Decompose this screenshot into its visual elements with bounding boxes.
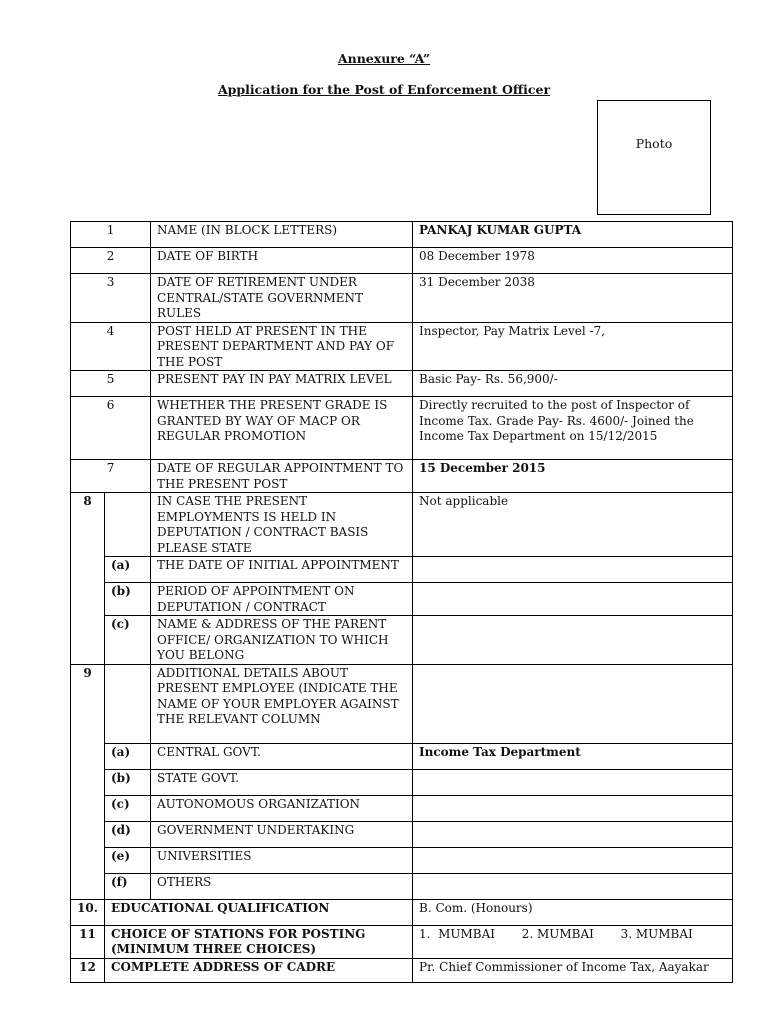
row-label: NAME & ADDRESS OF THE PARENT OFFICE/ ORGANIZATION TO WHICH YOU BELONG	[151, 616, 413, 665]
table-row	[71, 743, 733, 769]
row-value: 08 December 1978	[413, 248, 733, 274]
table-row	[71, 847, 733, 873]
row-label: STATE GOVT.	[151, 769, 413, 795]
row-value: Inspector, Pay Matrix Level -7,	[413, 322, 733, 371]
row-number: 9	[71, 664, 105, 899]
row-number: 6	[71, 397, 151, 460]
row-number: 3	[71, 274, 151, 323]
table-row	[71, 222, 733, 248]
row-value	[413, 847, 733, 873]
sub-number: (a)	[105, 557, 151, 583]
sub-number	[105, 493, 151, 557]
row-number: 10.	[71, 899, 105, 925]
table-row	[71, 821, 733, 847]
table-row	[71, 274, 733, 323]
row-label: WHETHER THE PRESENT GRADE IS GRANTED BY WAY OF MACP OR REGULAR PROMOTION	[151, 397, 413, 460]
table-row	[71, 795, 733, 821]
row-number: 8	[71, 493, 105, 665]
row-value	[413, 583, 733, 616]
table-row	[71, 925, 733, 958]
sub-number: (c)	[105, 795, 151, 821]
row-number: 11	[71, 925, 105, 958]
row-value: 31 December 2038	[413, 274, 733, 323]
row-label: COMPLETE ADDRESS OF CADRE	[105, 958, 413, 982]
table-row	[71, 583, 733, 616]
sub-number: (b)	[105, 769, 151, 795]
table-row	[71, 322, 733, 371]
sub-number: (f)	[105, 873, 151, 899]
appointment-date: 15 December 2015	[419, 461, 546, 475]
row-value	[413, 743, 733, 769]
table-row	[71, 958, 733, 982]
row-value	[413, 222, 733, 248]
row-value	[413, 769, 733, 795]
row-label: GOVERNMENT UNDERTAKING	[151, 821, 413, 847]
sub-number: (a)	[105, 743, 151, 769]
row-number: 7	[71, 460, 151, 493]
row-label: OTHERS	[151, 873, 413, 899]
row-value: B. Com. (Honours)	[413, 899, 733, 925]
row-value: 1. MUMBAI 2. MUMBAI 3. MUMBAI	[413, 925, 733, 958]
row-label: UNIVERSITIES	[151, 847, 413, 873]
table-row	[71, 664, 733, 743]
row-value: Pr. Chief Commissioner of Income Tax, Aayakar	[413, 958, 733, 982]
row-value: Directly recruited to the post of Inspector of Income Tax. Grade Pay- Rs. 4600/- Joined the Income Tax Department on 15/12/2015	[413, 397, 733, 460]
applicant-name: PANKAJ KUMAR GUPTA	[419, 223, 582, 237]
row-label: DATE OF RETIREMENT UNDER CENTRAL/STATE GOVERNMENT RULES	[151, 274, 413, 323]
application-table	[70, 221, 733, 983]
row-label: CHOICE OF STATIONS FOR POSTING (MINIMUM THREE CHOICES)	[105, 925, 413, 958]
row-label: THE DATE OF INITIAL APPOINTMENT	[151, 557, 413, 583]
row-label: DATE OF REGULAR APPOINTMENT TO THE PRESENT POST	[151, 460, 413, 493]
row-value	[413, 873, 733, 899]
row-label: CENTRAL GOVT.	[151, 743, 413, 769]
row-number: 2	[71, 248, 151, 274]
row-number: 4	[71, 322, 151, 371]
table-row	[71, 397, 733, 460]
row-label: NAME (IN BLOCK LETTERS)	[151, 222, 413, 248]
table-row	[71, 769, 733, 795]
application-title: Application for the Post of Enforcement Officer	[217, 82, 551, 97]
sub-number: (d)	[105, 821, 151, 847]
sub-number	[105, 664, 151, 743]
row-value	[413, 821, 733, 847]
sub-number: (b)	[105, 583, 151, 616]
sub-number: (c)	[105, 616, 151, 665]
row-value	[413, 557, 733, 583]
sub-number: (e)	[105, 847, 151, 873]
row-label: PERIOD OF APPOINTMENT ON DEPUTATION / CONTRACT	[151, 583, 413, 616]
row-value: Basic Pay- Rs. 56,900/-	[413, 371, 733, 397]
row-value	[413, 616, 733, 665]
table-row	[71, 873, 733, 899]
table-row	[71, 371, 733, 397]
row-number: 1	[71, 222, 151, 248]
row-value	[413, 460, 733, 493]
table-row	[71, 616, 733, 665]
row-number: 5	[71, 371, 151, 397]
row-value	[413, 795, 733, 821]
table-row	[71, 557, 733, 583]
row-number: 12	[71, 958, 105, 982]
row-label: PRESENT PAY IN PAY MATRIX LEVEL	[151, 371, 413, 397]
row-label: ADDITIONAL DETAILS ABOUT PRESENT EMPLOYEE (INDICATE THE NAME OF YOUR EMPLOYER AGAINST THE RELEVANT COLUMN	[151, 664, 413, 743]
row-value	[413, 664, 733, 743]
photo-label: Photo	[635, 136, 673, 151]
row-label: IN CASE THE PRESENT EMPLOYMENTS IS HELD IN DEPUTATION / CONTRACT BASIS PLEASE STATE	[151, 493, 413, 557]
table-row	[71, 248, 733, 274]
table-row	[71, 493, 733, 557]
row-label: POST HELD AT PRESENT IN THE PRESENT DEPARTMENT AND PAY OF THE POST	[151, 322, 413, 371]
row-value: Not applicable	[413, 493, 733, 557]
table-row	[71, 899, 733, 925]
employer-name: Income Tax Department	[419, 744, 581, 759]
row-label: EDUCATIONAL QUALIFICATION	[105, 899, 413, 925]
photo-box	[597, 100, 711, 215]
table-row	[71, 460, 733, 493]
row-label: DATE OF BIRTH	[151, 248, 413, 274]
annexure-heading: Annexure “A”	[337, 51, 431, 66]
row-label: AUTONOMOUS ORGANIZATION	[151, 795, 413, 821]
